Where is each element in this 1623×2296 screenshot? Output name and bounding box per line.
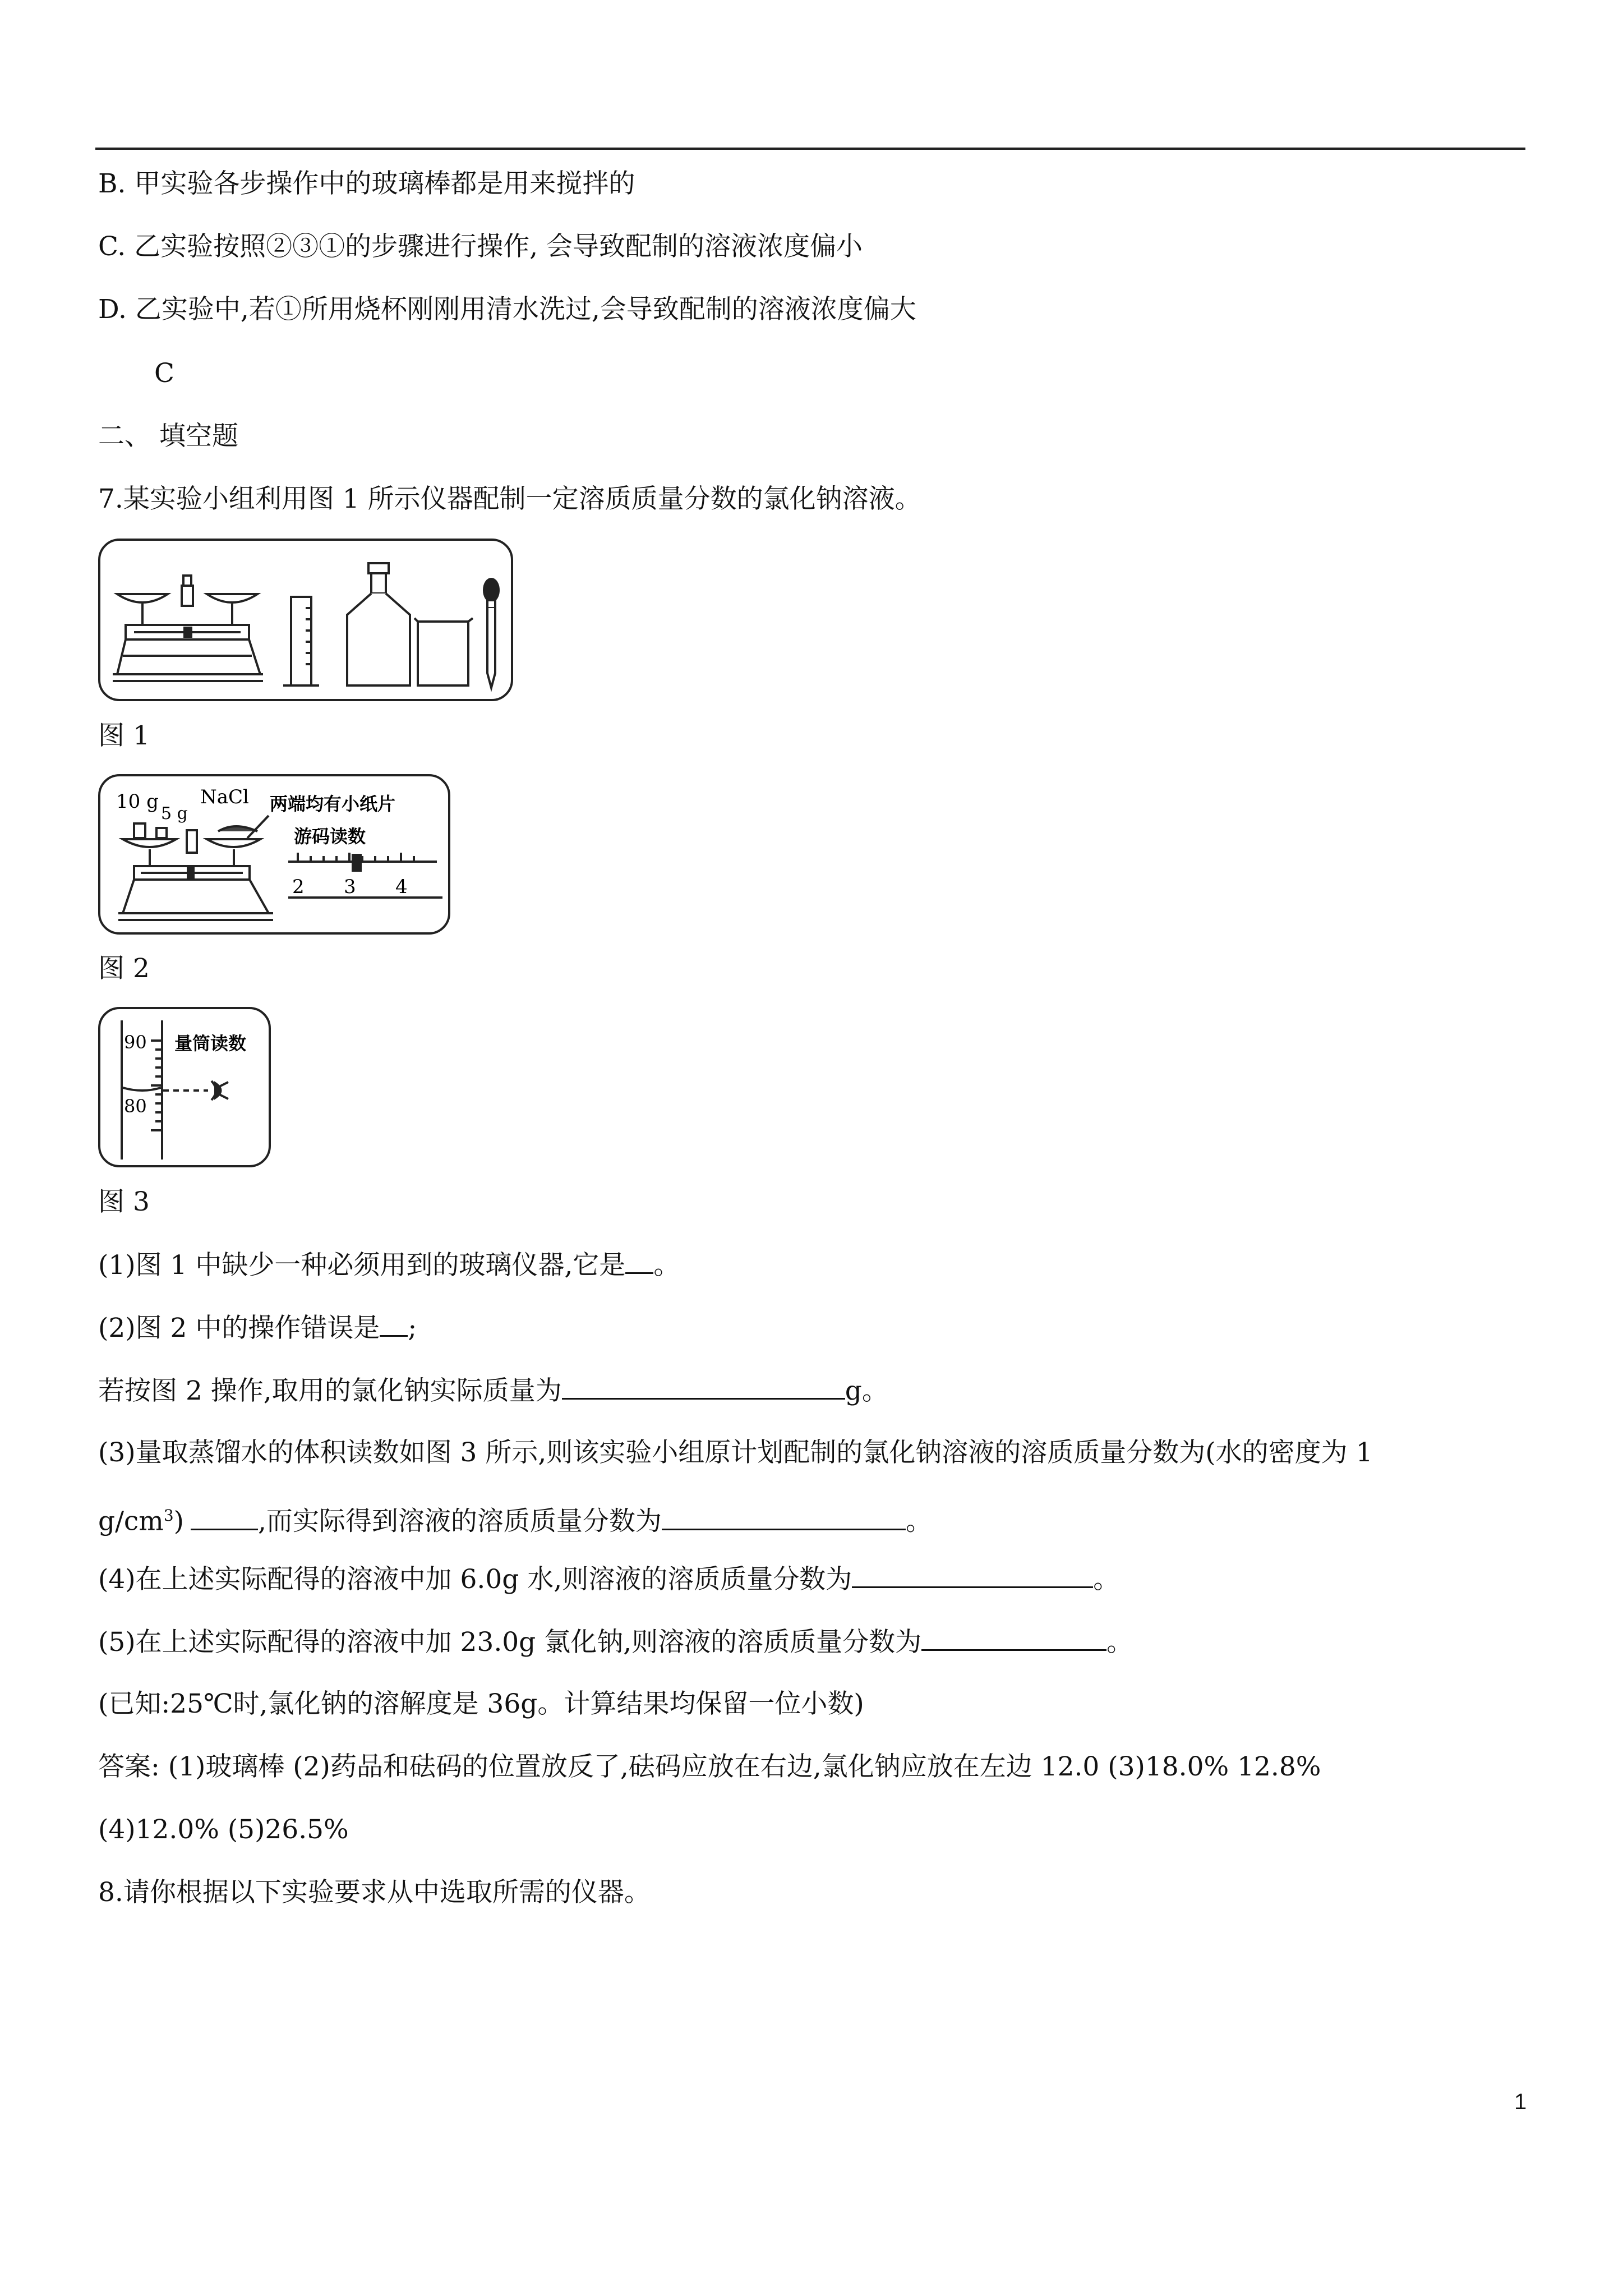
scale-tick-2: 2 <box>292 876 305 898</box>
figure-3-drawing <box>100 1009 274 1172</box>
option-d: D. 乙实验中,若①所用烧杯刚刚用清水洗过,会导致配制的溶液浓度偏大 <box>98 294 916 325</box>
header-rule <box>95 148 1525 150</box>
tick-80-label: 80 <box>124 1096 147 1117</box>
option-c: C. 乙实验按照②③①的步骤进行操作, 会导致配制的溶液浓度偏小 <box>98 231 863 262</box>
measuring-cylinder-icon <box>283 597 319 685</box>
q8-stem: 8.请你根据以下实验要求从中选取所需的仪器。 <box>98 1877 651 1908</box>
tick-90-label: 90 <box>124 1032 147 1053</box>
q7-part3a: (3)量取蒸馏水的体积读数如图 3 所示,则该实验小组原计划配制的氯化钠溶液的溶质质量分数为(水的密度为 1 <box>98 1437 1373 1468</box>
q7-note: (已知:25℃时,氯化钠的溶解度是 36g。计算结果均保留一位小数) <box>98 1688 864 1719</box>
q7-part1-blank <box>625 1248 653 1274</box>
figure-1-caption: 图 1 <box>98 720 150 751</box>
weight-10g-label: 10 g <box>116 790 159 813</box>
q7-answer-line1: 答案: (1)玻璃棒 (2)药品和砝码的位置放反了,砝码应放在右边,氯化钠应放在左边 12.0 (3)18.0% 12.8% <box>98 1751 1321 1782</box>
q7-answer-line2: (4)12.0% (5)26.5% <box>98 1814 349 1845</box>
rider-reading-label: 游码读数 <box>294 826 366 847</box>
option-b: B. 甲实验各步操作中的玻璃棒都是用来搅拌的 <box>98 168 635 199</box>
rider-marker <box>353 855 361 871</box>
figure-2-caption: 图 2 <box>98 953 150 984</box>
q7-part2b: 若按图 2 操作,取用的氯化钠实际质量为 g。 <box>98 1373 888 1408</box>
q7-part4-blank <box>852 1562 1093 1588</box>
q7-stem: 7.某实验小组利用图 1 所示仪器配制一定溶质质量分数的氯化钠溶液。 <box>98 484 921 514</box>
q7-part1: (1)图 1 中缺少一种必须用到的玻璃仪器,它是 。 <box>98 1248 680 1282</box>
figure-3-cylinder-reading <box>98 1007 271 1167</box>
figure-1-instruments <box>98 539 513 701</box>
q7-part2a-blank <box>380 1310 408 1337</box>
eye-icon <box>211 1081 228 1100</box>
scale-tick-3: 3 <box>344 876 356 898</box>
answer-q6: C <box>154 358 174 389</box>
scale-tick-4: 4 <box>395 876 408 898</box>
q7-part3-blank-2 <box>662 1504 906 1530</box>
balance-icon <box>118 816 273 920</box>
dropper-icon <box>484 579 499 688</box>
weight-5g-label: 5 g <box>161 804 188 823</box>
beaker-icon <box>414 618 473 685</box>
figure-2-drawing <box>100 776 454 939</box>
q7-part2a: (2)图 2 中的操作错误是 ; <box>98 1310 417 1345</box>
figure-3-caption: 图 3 <box>98 1186 150 1217</box>
nacl-label: NaCl <box>200 786 249 808</box>
q7-part5: (5)在上述实际配得的溶液中加 23.0g 氯化钠,则溶液的溶质质量分数为 。 <box>98 1625 1133 1659</box>
q7-part3-blank-1 <box>191 1504 258 1530</box>
q7-part1-text: (1)图 1 中缺少一种必须用到的玻璃仪器,它是 <box>98 1250 626 1281</box>
figure-1-drawing <box>100 541 515 703</box>
reading-label: 量筒读数 <box>174 1033 247 1054</box>
q7-part5-blank <box>921 1625 1106 1651</box>
section-title: 二、 填空题 <box>98 421 238 452</box>
rider-scale <box>288 853 442 898</box>
figure-2-weighing <box>98 774 450 935</box>
page-number: 1 <box>1514 2090 1527 2114</box>
reagent-bottle-icon <box>347 563 410 685</box>
meniscus <box>123 1088 161 1091</box>
q7-part2a-text: (2)图 2 中的操作错误是 <box>98 1313 380 1343</box>
q7-part4: (4)在上述实际配得的溶液中加 6.0g 水,则溶液的溶质质量分数为 。 <box>98 1562 1119 1596</box>
q7-part2b-text: 若按图 2 操作,取用的氯化钠实际质量为 <box>98 1375 562 1406</box>
q7-part3b: $g/cm^3$) ,而实际得到溶液的溶质质量分数为 。 <box>98 1499 932 1539</box>
paper-note-label: 两端均有小纸片 <box>270 793 396 815</box>
balance-icon <box>113 576 263 681</box>
q7-part2b-blank <box>562 1373 845 1400</box>
